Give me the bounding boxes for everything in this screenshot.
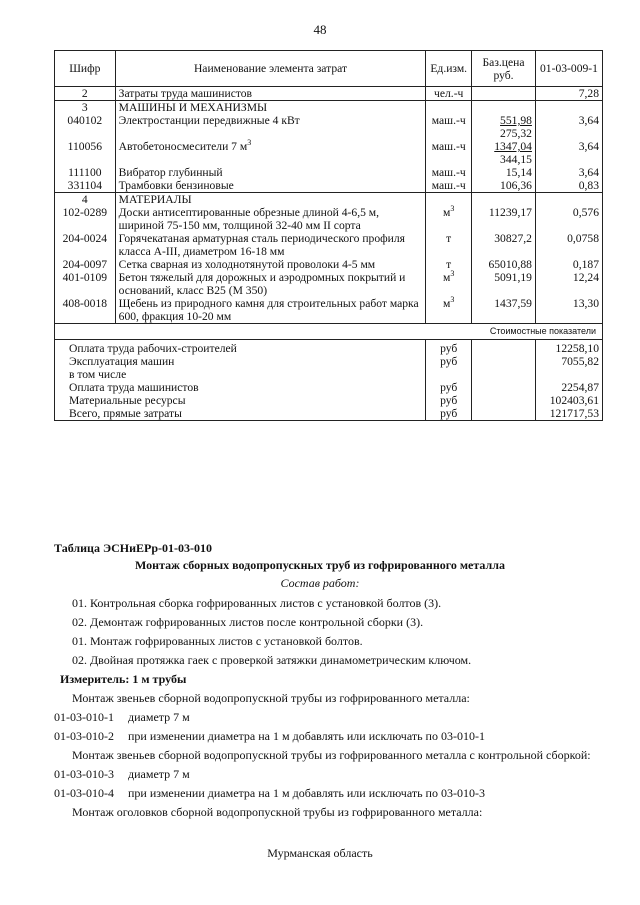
row-code: 204-0024 (55, 232, 116, 258)
col-header-unit: Ед.изм. (426, 51, 472, 87)
row-name: Доски антисептированные обрезные длиной 4-6,5 м, шириной 75-150 мм, толщиной 32-40 мм II сорта (115, 206, 426, 232)
row-code: 110056 (55, 140, 116, 166)
price-main: 1347,04 (494, 140, 532, 153)
price-main: 551,98 (500, 114, 532, 127)
labor-row (55, 87, 603, 101)
page-number: 48 (313, 22, 327, 37)
labor-name: Затраты труда машинистов (115, 87, 426, 101)
composition-title: Состав работ: (280, 576, 360, 590)
row-unit: $м^3$ (426, 206, 472, 232)
total-label: Оплата труда машинистов (55, 381, 426, 394)
norm-text: диаметр 7 м (128, 710, 190, 724)
total-label: Эксплуатация машин (55, 355, 426, 368)
section-code: 4 (55, 193, 116, 207)
row-name: Щебень из природного камня для строительных работ марка 600, фракция 10-20 мм (115, 297, 426, 324)
table-row (55, 166, 603, 179)
section-code: 3 (55, 101, 116, 115)
row-code: 040102 (55, 114, 116, 140)
total-unit: руб (426, 394, 472, 407)
total-label: в том числе (55, 368, 426, 381)
row-code: 331104 (55, 179, 116, 193)
norm-text: при изменении диаметра на 1 м добавлять или исключать по 03-010-3 (128, 786, 485, 800)
row-value: 0,576 (535, 206, 602, 232)
col-header-code: Шифр (55, 51, 116, 87)
norm-code: 01-03-010-1 (54, 710, 114, 724)
row-value: 0,187 (535, 258, 602, 271)
table-row (55, 140, 603, 166)
row-value: 3,64 (535, 166, 602, 179)
row-name: Горячекатаная арматурная сталь периодического профиля класса А-III, диаметром 16-18 мм (115, 232, 426, 258)
norm-item (54, 784, 614, 803)
section-title: МАТЕРИАЛЫ (115, 193, 426, 207)
work-item: 01. Контрольная сборка гофрированных листов с установкой болтов (3). (72, 596, 442, 610)
total-row (55, 368, 603, 381)
row-value: 3,64 (535, 114, 602, 140)
total-row (55, 340, 603, 356)
row-value: 13,30 (535, 297, 602, 324)
resource-table (54, 50, 603, 421)
row-unit: $м^3$ (426, 271, 472, 297)
row-code: 204-0097 (55, 258, 116, 271)
row-code: 401-0109 (55, 271, 116, 297)
row-name: Бетон тяжелый для дорожных и аэродромных покрытий и оснований, класс В25 (М 350) (115, 271, 426, 297)
table-row (55, 232, 603, 258)
total-label: Материальные ресурсы (55, 394, 426, 407)
cost-indicators-label: Стоимостные показатели (55, 324, 603, 340)
row-price (472, 140, 536, 166)
row-unit: маш.-ч (426, 114, 472, 140)
total-unit: руб (426, 407, 472, 421)
superscript: 3 (450, 295, 455, 305)
col-header-base-price: Баз.цена руб. (472, 51, 536, 87)
total-value: 121717,53 (535, 407, 602, 421)
cost-indicators-row (55, 324, 603, 340)
norm-item (54, 727, 614, 746)
row-unit: маш.-ч (426, 179, 472, 193)
row-name: Трамбовки бензиновые (115, 179, 426, 193)
page-footer: Мурманская область (267, 846, 373, 860)
group-heading: Монтаж звеньев сборной водопропускной трубы из гофрированного металла с контрольной сборкой: (72, 748, 591, 762)
row-code: 102-0289 (55, 206, 116, 232)
price-secondary: 275,32 (500, 127, 532, 140)
table-row (55, 258, 603, 271)
group-heading: Монтаж звеньев сборной водопропускной трубы из гофрированного металла: (72, 691, 470, 705)
total-value: 7055,82 (535, 355, 602, 368)
section-heading: Монтаж сборных водопропускных труб из гофрированного металла (135, 558, 505, 572)
machines-section-row (55, 101, 603, 115)
row-unit: т (426, 258, 472, 271)
total-value: 12258,10 (535, 340, 602, 356)
norm-item (54, 708, 614, 727)
row-price: 15,14 (472, 166, 536, 179)
superscript: 3 (450, 269, 455, 279)
row-price: 5091,19 (472, 271, 536, 297)
row-code: 408-0018 (55, 297, 116, 324)
norm-text: при изменении диаметра на 1 м добавлять или исключать по 03-010-1 (128, 729, 485, 743)
total-row (55, 381, 603, 394)
row-name: Сетка сварная из холоднотянутой проволоки 4-5 мм (115, 258, 426, 271)
row-unit: маш.-ч (426, 140, 472, 166)
row-price: 106,36 (472, 179, 536, 193)
row-name: Электростанции передвижные 4 кВт (115, 114, 426, 140)
labor-price (472, 87, 536, 101)
total-row (55, 407, 603, 421)
norm-code: 01-03-010-4 (54, 786, 114, 800)
total-unit: руб (426, 381, 472, 394)
section-body (54, 594, 614, 822)
row-value: 0,83 (535, 179, 602, 193)
row-value: 0,0758 (535, 232, 602, 258)
row-price (472, 114, 536, 140)
row-unit: т (426, 232, 472, 258)
table-row (55, 297, 603, 324)
col-header-norm: 01-03-009-1 (535, 51, 602, 87)
total-label: Всего, прямые затраты (55, 407, 426, 421)
norm-item (54, 765, 614, 784)
total-row (55, 355, 603, 368)
table-row (55, 271, 603, 297)
work-item: 02. Демонтаж гофрированных листов после контрольной сборки (3). (72, 615, 424, 629)
work-item: 02. Двойная протяжка гаек с проверкой затяжки динамометрическим ключом. (72, 653, 472, 667)
table-row (55, 114, 603, 140)
table-row (55, 179, 603, 193)
table-header-row (55, 51, 603, 87)
materials-section-row (55, 193, 603, 207)
row-name: Автобетоносмесители 7 $м^3$ (115, 140, 426, 166)
total-label: Оплата труда рабочих-строителей (55, 340, 426, 356)
superscript: 3 (247, 138, 252, 148)
row-name: Вибратор глубинный (115, 166, 426, 179)
work-item: 01. Монтаж гофрированных листов с установкой болтов. (72, 634, 363, 648)
table-title: Таблица ЭСНиЕРр-01-03-010 (54, 541, 213, 555)
price-secondary: 344,15 (500, 153, 532, 166)
row-price: 30827,2 (472, 232, 536, 258)
total-value: 102403,61 (535, 394, 602, 407)
norm-code: 01-03-010-3 (54, 767, 114, 781)
row-price: 65010,88 (472, 258, 536, 271)
norm-code: 01-03-010-2 (54, 729, 114, 743)
row-value: 3,64 (535, 140, 602, 166)
meter-label: Измеритель: 1 м трубы (60, 672, 187, 686)
total-row (55, 394, 603, 407)
group-heading: Монтаж оголовков сборной водопропускной трубы из гофрированного металла: (72, 805, 483, 819)
labor-code: 2 (55, 87, 116, 101)
col-header-name: Наименование элемента затрат (115, 51, 426, 87)
row-unit: $м^3$ (426, 297, 472, 324)
norm-text: диаметр 7 м (128, 767, 190, 781)
total-unit: руб (426, 355, 472, 368)
row-price: 1437,59 (472, 297, 536, 324)
labor-value: 7,28 (535, 87, 602, 101)
total-unit: руб (426, 340, 472, 356)
row-value: 12,24 (535, 271, 602, 297)
row-code: 111100 (55, 166, 116, 179)
total-value: 2254,87 (535, 381, 602, 394)
labor-unit: чел.-ч (426, 87, 472, 101)
section-title: МАШИНЫ И МЕХАНИЗМЫ (115, 101, 426, 115)
superscript: 3 (450, 204, 455, 214)
row-price: 11239,17 (472, 206, 536, 232)
row-unit: маш.-ч (426, 166, 472, 179)
table-row (55, 206, 603, 232)
